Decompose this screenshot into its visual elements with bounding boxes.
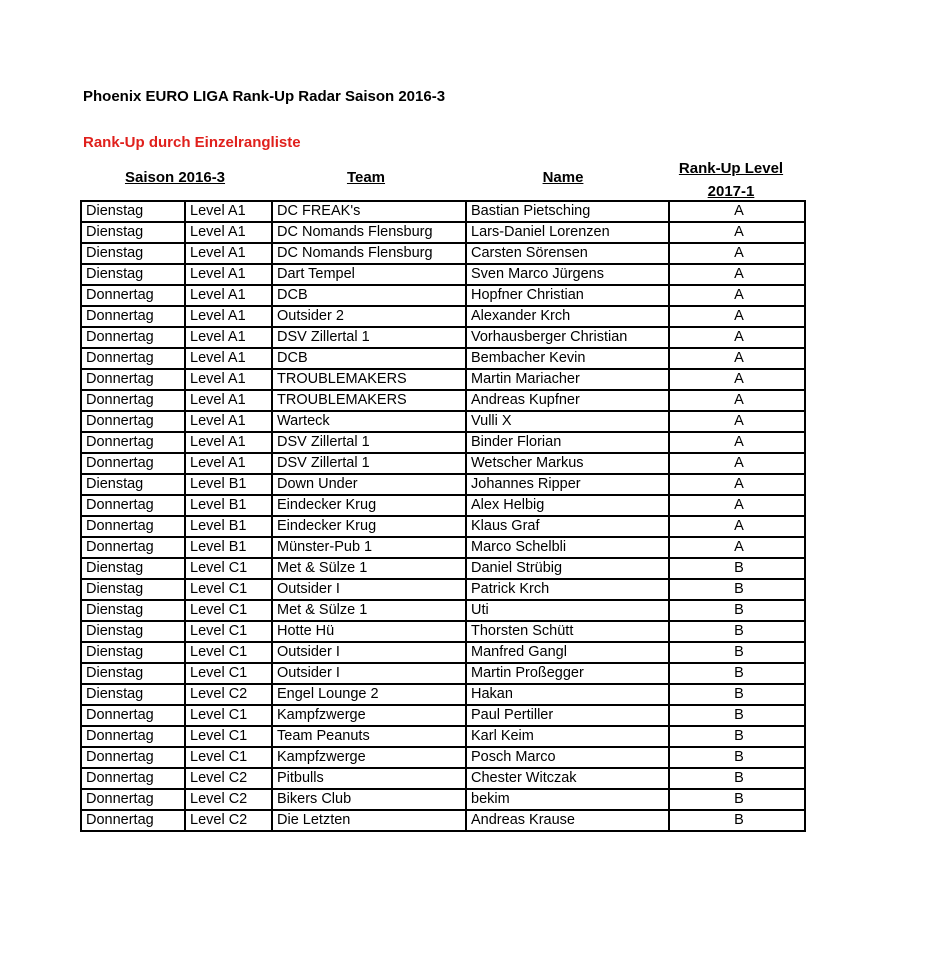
- cell-day: Donnertag: [81, 726, 185, 747]
- cell-rank-up-level: B: [669, 600, 805, 621]
- table-row: [81, 747, 805, 768]
- cell-player-name: Andreas Kupfner: [466, 390, 669, 411]
- rank-up-table-body: [81, 201, 805, 831]
- cell-day: Dienstag: [81, 474, 185, 495]
- cell-rank-up-level: A: [669, 453, 805, 474]
- cell-player-name: Vorhausberger Christian: [466, 327, 669, 348]
- cell-day: Dienstag: [81, 579, 185, 600]
- table-row: [81, 579, 805, 600]
- cell-level: Level C1: [185, 579, 272, 600]
- cell-player-name: Hopfner Christian: [466, 285, 669, 306]
- cell-team: Outsider I: [272, 642, 466, 663]
- cell-team: DCB: [272, 348, 466, 369]
- cell-level: Level C1: [185, 621, 272, 642]
- cell-player-name: Paul Pertiller: [466, 705, 669, 726]
- table-row: [81, 642, 805, 663]
- table-row: [81, 558, 805, 579]
- table-row: [81, 327, 805, 348]
- cell-rank-up-level: A: [669, 264, 805, 285]
- cell-day: Dienstag: [81, 201, 185, 222]
- table-row: [81, 600, 805, 621]
- cell-player-name: Martin Mariacher: [466, 369, 669, 390]
- column-header-team: Team: [346, 169, 386, 186]
- cell-team: Bikers Club: [272, 789, 466, 810]
- cell-team: DSV Zillertal 1: [272, 327, 466, 348]
- cell-day: Dienstag: [81, 243, 185, 264]
- table-row: [81, 243, 805, 264]
- cell-team: TROUBLEMAKERS: [272, 390, 466, 411]
- table-row: [81, 306, 805, 327]
- cell-player-name: Bembacher Kevin: [466, 348, 669, 369]
- cell-team: DC Nomands Flensburg: [272, 243, 466, 264]
- table-row: [81, 264, 805, 285]
- cell-player-name: Wetscher Markus: [466, 453, 669, 474]
- cell-rank-up-level: B: [669, 684, 805, 705]
- cell-team: Die Letzten: [272, 810, 466, 831]
- cell-rank-up-level: A: [669, 348, 805, 369]
- cell-day: Dienstag: [81, 558, 185, 579]
- table-row: [81, 453, 805, 474]
- table-row: [81, 411, 805, 432]
- table-row: [81, 495, 805, 516]
- table-row: [81, 369, 805, 390]
- cell-team: Dart Tempel: [272, 264, 466, 285]
- table-row: [81, 222, 805, 243]
- cell-level: Level A1: [185, 327, 272, 348]
- cell-day: Donnertag: [81, 516, 185, 537]
- cell-team: Kampfzwerge: [272, 747, 466, 768]
- cell-player-name: Patrick Krch: [466, 579, 669, 600]
- table-row: [81, 663, 805, 684]
- cell-level: Level A1: [185, 306, 272, 327]
- cell-day: Dienstag: [81, 663, 185, 684]
- cell-team: Kampfzwerge: [272, 705, 466, 726]
- table-row: [81, 621, 805, 642]
- cell-level: Level A1: [185, 453, 272, 474]
- cell-team: Eindecker Krug: [272, 516, 466, 537]
- cell-level: Level C1: [185, 642, 272, 663]
- cell-player-name: Karl Keim: [466, 726, 669, 747]
- cell-player-name: Thorsten Schütt: [466, 621, 669, 642]
- cell-rank-up-level: A: [669, 474, 805, 495]
- cell-level: Level B1: [185, 537, 272, 558]
- cell-level: Level C1: [185, 705, 272, 726]
- cell-day: Dienstag: [81, 222, 185, 243]
- cell-player-name: Andreas Krause: [466, 810, 669, 831]
- cell-level: Level C2: [185, 789, 272, 810]
- cell-team: Münster-Pub 1: [272, 537, 466, 558]
- cell-level: Level B1: [185, 516, 272, 537]
- cell-level: Level B1: [185, 495, 272, 516]
- cell-player-name: Manfred Gangl: [466, 642, 669, 663]
- cell-team: Outsider I: [272, 579, 466, 600]
- cell-team: DSV Zillertal 1: [272, 432, 466, 453]
- cell-rank-up-level: A: [669, 537, 805, 558]
- cell-day: Donnertag: [81, 327, 185, 348]
- cell-team: Engel Lounge 2: [272, 684, 466, 705]
- cell-rank-up-level: A: [669, 369, 805, 390]
- cell-player-name: Alex Helbig: [466, 495, 669, 516]
- cell-day: Donnertag: [81, 411, 185, 432]
- cell-rank-up-level: B: [669, 621, 805, 642]
- column-header-rank-up-level-line1: Rank-Up Level: [678, 160, 784, 177]
- cell-day: Donnertag: [81, 285, 185, 306]
- cell-level: Level B1: [185, 474, 272, 495]
- cell-day: Donnertag: [81, 369, 185, 390]
- cell-player-name: Carsten Sörensen: [466, 243, 669, 264]
- cell-day: Donnertag: [81, 495, 185, 516]
- cell-player-name: Posch Marco: [466, 747, 669, 768]
- cell-team: DC FREAK's: [272, 201, 466, 222]
- cell-team: Outsider 2: [272, 306, 466, 327]
- cell-level: Level A1: [185, 411, 272, 432]
- cell-player-name: Lars-Daniel Lorenzen: [466, 222, 669, 243]
- cell-level: Level A1: [185, 201, 272, 222]
- table-row: [81, 432, 805, 453]
- cell-day: Dienstag: [81, 684, 185, 705]
- cell-level: Level C1: [185, 558, 272, 579]
- cell-team: Eindecker Krug: [272, 495, 466, 516]
- document-title: Phoenix EURO LIGA Rank-Up Radar Saison 2016-3: [83, 88, 446, 105]
- table-row: [81, 390, 805, 411]
- cell-player-name: Binder Florian: [466, 432, 669, 453]
- cell-level: Level A1: [185, 348, 272, 369]
- table-row: [81, 726, 805, 747]
- cell-player-name: Johannes Ripper: [466, 474, 669, 495]
- cell-team: TROUBLEMAKERS: [272, 369, 466, 390]
- cell-level: Level C1: [185, 663, 272, 684]
- table-row: [81, 768, 805, 789]
- cell-rank-up-level: A: [669, 411, 805, 432]
- cell-player-name: Daniel Strübig: [466, 558, 669, 579]
- cell-team: Outsider I: [272, 663, 466, 684]
- table-row: [81, 285, 805, 306]
- cell-player-name: Martin Proßegger: [466, 663, 669, 684]
- cell-rank-up-level: A: [669, 327, 805, 348]
- cell-player-name: Vulli X: [466, 411, 669, 432]
- column-header-rank-up-level-line2: 2017-1: [707, 183, 755, 200]
- cell-rank-up-level: A: [669, 306, 805, 327]
- cell-level: Level A1: [185, 390, 272, 411]
- cell-rank-up-level: B: [669, 705, 805, 726]
- cell-rank-up-level: B: [669, 768, 805, 789]
- cell-player-name: Bastian Pietsching: [466, 201, 669, 222]
- cell-rank-up-level: B: [669, 810, 805, 831]
- cell-level: Level C2: [185, 810, 272, 831]
- table-row: [81, 789, 805, 810]
- cell-player-name: bekim: [466, 789, 669, 810]
- table-row: [81, 516, 805, 537]
- cell-level: Level A1: [185, 264, 272, 285]
- cell-level: Level A1: [185, 432, 272, 453]
- cell-day: Donnertag: [81, 432, 185, 453]
- table-row: [81, 537, 805, 558]
- cell-rank-up-level: A: [669, 222, 805, 243]
- column-header-name: Name: [542, 169, 584, 186]
- table-row: [81, 810, 805, 831]
- cell-day: Donnertag: [81, 306, 185, 327]
- cell-day: Donnertag: [81, 705, 185, 726]
- cell-rank-up-level: A: [669, 390, 805, 411]
- cell-level: Level C2: [185, 684, 272, 705]
- cell-day: Donnertag: [81, 810, 185, 831]
- cell-level: Level C1: [185, 747, 272, 768]
- cell-team: Warteck: [272, 411, 466, 432]
- cell-player-name: Uti: [466, 600, 669, 621]
- table-row: [81, 474, 805, 495]
- cell-team: Down Under: [272, 474, 466, 495]
- cell-rank-up-level: A: [669, 201, 805, 222]
- cell-day: Donnertag: [81, 453, 185, 474]
- table-row: [81, 348, 805, 369]
- cell-level: Level C1: [185, 726, 272, 747]
- cell-rank-up-level: B: [669, 558, 805, 579]
- cell-player-name: Marco Schelbli: [466, 537, 669, 558]
- cell-level: Level A1: [185, 243, 272, 264]
- cell-rank-up-level: B: [669, 642, 805, 663]
- cell-day: Dienstag: [81, 600, 185, 621]
- table-row: [81, 705, 805, 726]
- cell-team: DCB: [272, 285, 466, 306]
- cell-day: Donnertag: [81, 537, 185, 558]
- cell-rank-up-level: B: [669, 663, 805, 684]
- table-row: [81, 684, 805, 705]
- cell-rank-up-level: A: [669, 516, 805, 537]
- cell-player-name: Chester Witczak: [466, 768, 669, 789]
- cell-day: Donnertag: [81, 390, 185, 411]
- cell-level: Level A1: [185, 285, 272, 306]
- cell-team: Met & Sülze 1: [272, 558, 466, 579]
- cell-player-name: Sven Marco Jürgens: [466, 264, 669, 285]
- cell-rank-up-level: B: [669, 789, 805, 810]
- table-row: [81, 201, 805, 222]
- cell-rank-up-level: B: [669, 747, 805, 768]
- cell-team: DC Nomands Flensburg: [272, 222, 466, 243]
- cell-day: Donnertag: [81, 789, 185, 810]
- rank-up-table: [80, 200, 806, 832]
- cell-level: Level C2: [185, 768, 272, 789]
- column-header-rank-up-level: [664, 157, 798, 203]
- cell-rank-up-level: A: [669, 243, 805, 264]
- cell-player-name: Alexander Krch: [466, 306, 669, 327]
- section-subtitle: Rank-Up durch Einzelrangliste: [83, 134, 301, 151]
- cell-day: Dienstag: [81, 621, 185, 642]
- cell-rank-up-level: A: [669, 495, 805, 516]
- cell-rank-up-level: A: [669, 285, 805, 306]
- cell-player-name: Hakan: [466, 684, 669, 705]
- cell-team: Hotte Hü: [272, 621, 466, 642]
- cell-level: Level C1: [185, 600, 272, 621]
- cell-team: DSV Zillertal 1: [272, 453, 466, 474]
- cell-rank-up-level: A: [669, 432, 805, 453]
- cell-level: Level A1: [185, 222, 272, 243]
- cell-rank-up-level: B: [669, 579, 805, 600]
- cell-rank-up-level: B: [669, 726, 805, 747]
- cell-day: Donnertag: [81, 348, 185, 369]
- cell-day: Dienstag: [81, 264, 185, 285]
- cell-day: Dienstag: [81, 642, 185, 663]
- cell-day: Donnertag: [81, 768, 185, 789]
- cell-level: Level A1: [185, 369, 272, 390]
- column-header-season: Saison 2016-3: [124, 169, 226, 186]
- cell-team: Team Peanuts: [272, 726, 466, 747]
- cell-team: Met & Sülze 1: [272, 600, 466, 621]
- cell-day: Donnertag: [81, 747, 185, 768]
- cell-team: Pitbulls: [272, 768, 466, 789]
- cell-player-name: Klaus Graf: [466, 516, 669, 537]
